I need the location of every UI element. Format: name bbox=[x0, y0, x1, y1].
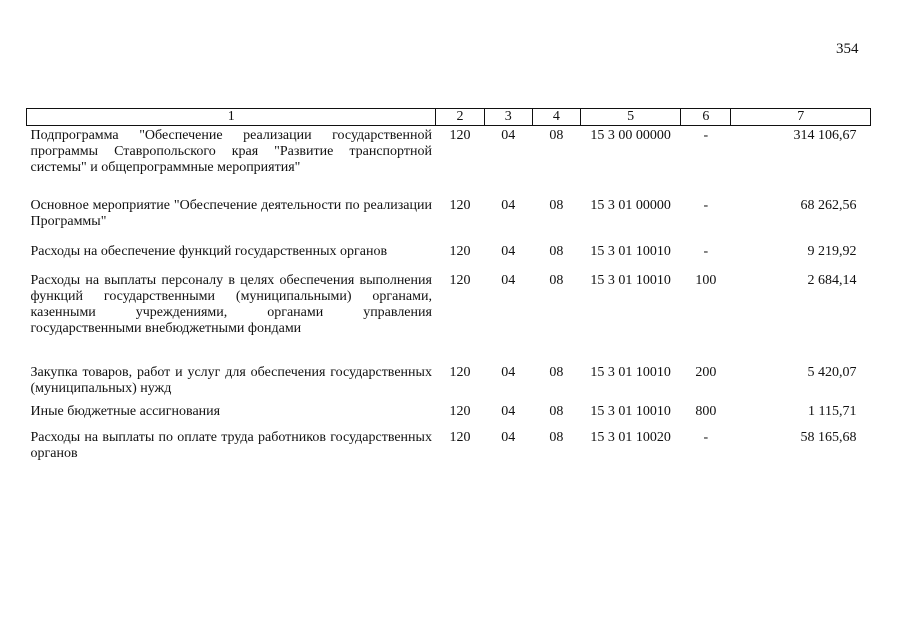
row-col-5: 15 3 01 10010 bbox=[590, 403, 671, 419]
row-col-5: 15 3 01 10010 bbox=[590, 272, 671, 288]
row-col-7: 314 106,67 bbox=[793, 128, 857, 143]
row-col-2: 120 bbox=[449, 243, 471, 259]
row-col-4: 08 bbox=[549, 197, 564, 213]
row-col-2: 120 bbox=[449, 429, 471, 445]
row-col-4: 08 bbox=[549, 243, 564, 259]
row-col-7: 1 115,71 bbox=[808, 403, 857, 419]
row-name: Расходы на обеспечение функций государственных органов bbox=[30, 243, 388, 259]
row-name: Расходы на выплаты персоналу в целях обеспечения выполнения функций государственными (муниципальными) органами, казенными учреждениями, органами управления государственными внебюджетными фондами bbox=[30, 272, 432, 336]
row-col-6: - bbox=[703, 128, 709, 143]
row-col-3: 04 bbox=[501, 243, 516, 259]
table-row bbox=[27, 363, 871, 402]
row-col-2: 120 bbox=[449, 197, 471, 213]
budget-table bbox=[26, 108, 871, 466]
row-col-7: 58 165,68 bbox=[800, 429, 857, 445]
row-col-3: 04 bbox=[501, 364, 516, 380]
row-col-7: 2 684,14 bbox=[807, 272, 857, 288]
row-col-5: 15 3 00 00000 bbox=[590, 128, 671, 143]
row-name: Основное мероприятие "Обеспечение деятельности по реализации Программы" bbox=[30, 197, 432, 229]
table-row bbox=[27, 242, 871, 271]
row-col-3: 04 bbox=[501, 128, 516, 143]
table-row bbox=[27, 428, 871, 466]
row-col-5: 15 3 01 10010 bbox=[590, 243, 671, 259]
table-row bbox=[27, 402, 871, 428]
row-col-6: 100 bbox=[695, 272, 717, 288]
row-name: Расходы на выплаты по оплате труда работников государственных органов bbox=[30, 429, 432, 461]
row-col-2: 120 bbox=[449, 403, 471, 419]
row-col-2: 120 bbox=[449, 364, 471, 380]
row-col-7: 68 262,56 bbox=[800, 197, 857, 213]
row-name: Иные бюджетные ассигнования bbox=[30, 403, 221, 419]
row-col-4: 08 bbox=[549, 128, 564, 143]
table-row bbox=[27, 126, 871, 196]
row-col-7: 5 420,07 bbox=[807, 364, 857, 380]
row-col-6: - bbox=[703, 197, 709, 213]
row-col-2: 120 bbox=[449, 272, 471, 288]
column-header-1: 1 bbox=[27, 109, 436, 126]
row-col-4: 08 bbox=[549, 403, 564, 419]
row-col-5: 15 3 01 10010 bbox=[590, 364, 671, 380]
row-col-2: 120 bbox=[449, 128, 471, 143]
row-name: Закупка товаров, работ и услуг для обеспечения государственных (муниципальных) нужд bbox=[30, 364, 432, 396]
row-col-3: 04 bbox=[501, 429, 516, 445]
column-header-2: 2 bbox=[436, 109, 484, 126]
row-col-4: 08 bbox=[549, 272, 564, 288]
row-col-3: 04 bbox=[501, 403, 516, 419]
row-col-4: 08 bbox=[549, 429, 564, 445]
row-col-5: 15 3 01 10020 bbox=[590, 429, 671, 445]
column-header-3: 3 bbox=[484, 109, 532, 126]
table-row bbox=[27, 196, 871, 242]
column-header-6: 6 bbox=[681, 109, 731, 126]
row-col-5: 15 3 01 00000 bbox=[590, 197, 671, 213]
row-col-6: 800 bbox=[695, 403, 717, 419]
row-col-6: 200 bbox=[695, 364, 717, 380]
row-name: Подпрограмма "Обеспечение реализации государственной программы Ставропольского края "Развитие транспортной системы" и общепрограммные мероприятия" bbox=[30, 128, 432, 175]
row-col-3: 04 bbox=[501, 197, 516, 213]
row-col-3: 04 bbox=[501, 272, 516, 288]
row-col-4: 08 bbox=[549, 364, 564, 380]
row-col-6: - bbox=[703, 429, 709, 445]
column-header-4: 4 bbox=[532, 109, 580, 126]
table-row bbox=[27, 271, 871, 363]
column-header-7: 7 bbox=[731, 109, 871, 126]
column-number-row bbox=[27, 109, 871, 126]
column-header-5: 5 bbox=[580, 109, 680, 126]
row-col-7: 9 219,92 bbox=[807, 243, 857, 259]
row-col-6: - bbox=[703, 243, 709, 259]
page-number: 354 bbox=[836, 41, 859, 57]
